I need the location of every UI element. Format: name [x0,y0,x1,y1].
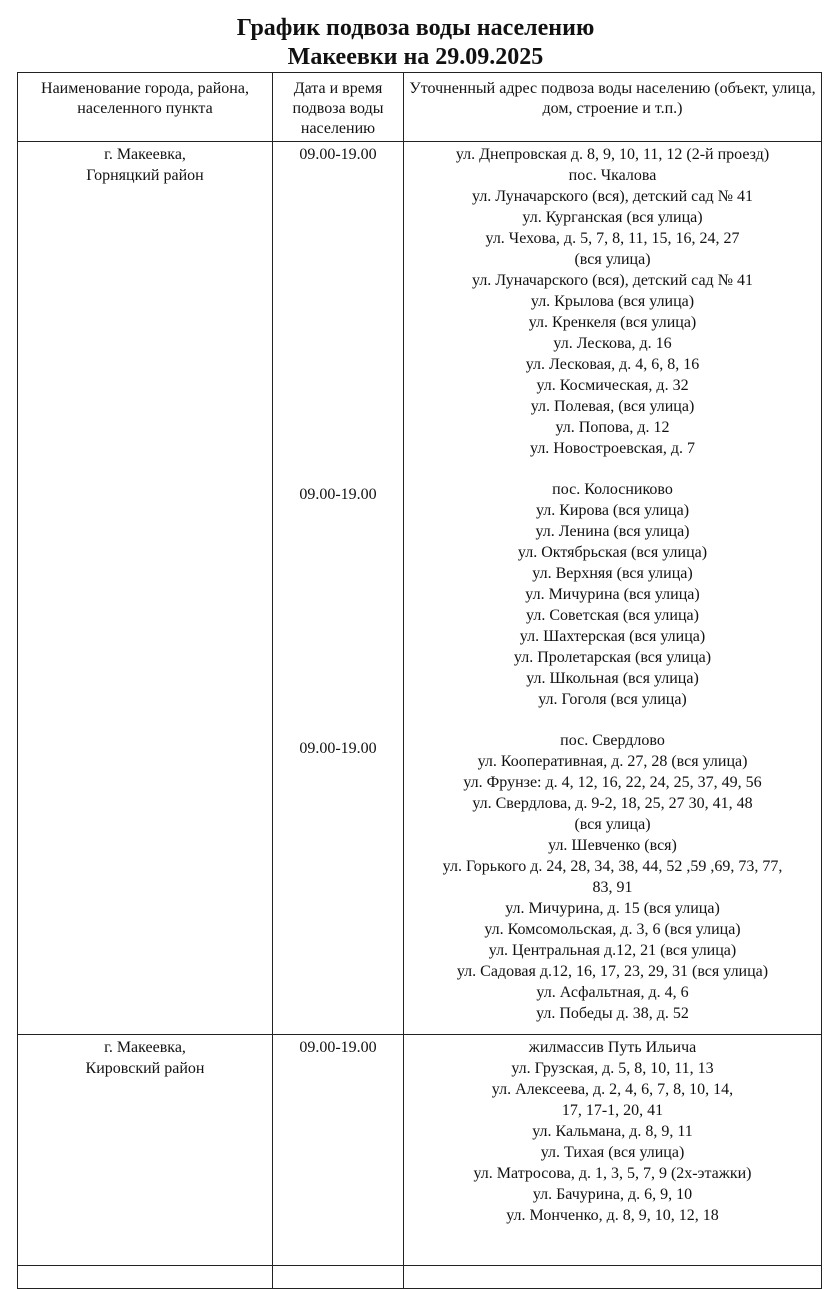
address-group [406,730,819,1024]
address-line: ул. Пролетарская (вся улица) [513,649,712,666]
address-line: ул. Попова, д. 12 [555,419,670,436]
address-line: ул. Грузская, д. 5, 8, 10, 11, 13 [511,1060,714,1077]
address-line: ул. Победы д. 38, д. 52 [536,1005,689,1022]
address-line: ул. Тихая (вся улица) [540,1144,685,1161]
header-place: Наименование города, района, населенного пункта [18,73,273,142]
district-name: Горняцкий район [86,167,204,184]
address-line: ул. Асфальтная, д. 4, 6 [536,984,689,1001]
address-line: ул. Алексеева, д. 2, 4, 6, 7, 8, 10, 14, [491,1081,734,1098]
address-line: ул. Днепровская д. 8, 9, 10, 11, 12 (2-й проезд) [455,146,770,163]
place-cell [18,142,273,1035]
address-line: ул. Космическая, д. 32 [536,377,689,394]
address-line: ул. Луначарского (вся), детский сад № 41 [472,272,753,289]
table-row [18,1035,822,1266]
table-header-row [18,73,822,142]
address-line: ул. Садовая д.12, 16, 17, 23, 29, 31 (вся улица) [456,963,769,980]
address-line: ул. Школьная (вся улица) [526,670,699,687]
address-cell [404,142,822,1035]
title-line-1: График подвоза воды населению [236,15,595,41]
address-line: ул. Свердлова, д. 9-2, 18, 25, 27 30, 41, 48 [472,795,753,812]
address-line: ул. Луначарского (вся), детский сад № 41 [472,188,753,205]
address-line: ул. Шахтерская (вся улица) [519,628,706,645]
address-line: ул. Кооперативная, д. 27, 28 (вся улица) [477,753,748,770]
table-row [18,142,822,1035]
address-line: ул. Мичурина, д. 15 (вся улица) [505,900,720,917]
address-line: ул. Крылова (вся улица) [530,293,695,310]
empty-cell [404,1266,822,1289]
address-group [406,479,819,710]
address-line: ул. Кирова (вся улица) [535,502,690,519]
address-line: ул. Матросова, д. 1, 3, 5, 7, 9 (2х-этажки) [473,1165,752,1182]
address-group [406,144,819,459]
title-line-2: Макеевки на 29.09.2025 [287,44,544,70]
address-line: (вся улица) [574,816,651,833]
address-line: ул. Фрунзе: д. 4, 12, 16, 22, 24, 25, 37, 49, 56 [463,774,762,791]
water-schedule-table [17,72,822,1289]
delivery-time: 09.00-19.00 [299,1039,377,1056]
address-line: ул. Лесковая, д. 4, 6, 8, 16 [525,356,700,373]
address-line: ул. Лескова, д. 16 [553,335,672,352]
address-line: ул. Гоголя (вся улица) [538,691,687,708]
city-name: г. Макеевка, [104,1039,186,1056]
address-line: ул. Шевченко (вся) [548,837,677,854]
delivery-time: 09.00-19.00 [299,486,377,503]
district-name: Кировский район [85,1060,205,1077]
address-line: ул. Комсомольская, д. 3, 6 (вся улица) [484,921,741,938]
city-name: г. Макеевка, [104,146,186,163]
time-cell [273,142,404,1035]
address-line: ул. Ленина (вся улица) [535,523,690,540]
address-line: ул. Бачурина, д. 6, 9, 10 [532,1186,693,1203]
document-title [0,14,831,72]
address-line: ул. Полевая, (вся улица) [530,398,695,415]
address-line: ул. Кренкеля (вся улица) [528,314,697,331]
place-cell [18,1035,273,1266]
address-line: ул. Советская (вся улица) [526,607,699,624]
address-line: ул. Мичурина (вся улица) [525,586,700,603]
address-line: 17, 17-1, 20, 41 [561,1102,664,1119]
address-line: ул. Верхняя (вся улица) [532,565,693,582]
address-line: ул. Октябрьская (вся улица) [517,544,708,561]
empty-cell [273,1266,404,1289]
address-line: пос. Чкалова [568,167,657,184]
address-line: ул. Горького д. 24, 28, 34, 38, 44, 52 ,59 ,69, 73, 77, [442,858,783,875]
address-line: ул. Монченко, д. 8, 9, 10, 12, 18 [506,1207,719,1224]
address-line: ул. Кальмана, д. 8, 9, 11 [532,1123,693,1140]
address-line: ул. Центральная д.12, 21 (вся улица) [488,942,737,959]
delivery-time: 09.00-19.00 [299,740,377,757]
address-line: 83, 91 [592,879,633,896]
delivery-time: 09.00-19.00 [299,146,377,163]
header-address: Уточненный адрес подвоза воды населению (объект, улица, дом, строение и т.п.) [404,73,822,142]
address-line: ул. Новостроевская, д. 7 [530,440,695,457]
address-line: пос. Колосниково [552,481,673,498]
address-line: ул. Чехова, д. 5, 7, 8, 11, 15, 16, 24, 27 [485,230,740,247]
header-time: Дата и время подвоза воды населению [273,73,404,142]
address-line: пос. Свердлово [560,732,665,749]
address-line: жилмассив Путь Ильича [528,1039,697,1056]
empty-cell [18,1266,273,1289]
time-cell [273,1035,404,1266]
address-line: ул. Курганская (вся улица) [522,209,703,226]
table-row-continued [18,1266,822,1289]
address-cell [404,1035,822,1266]
address-line: (вся улица) [574,251,651,268]
address-group [406,1037,819,1226]
